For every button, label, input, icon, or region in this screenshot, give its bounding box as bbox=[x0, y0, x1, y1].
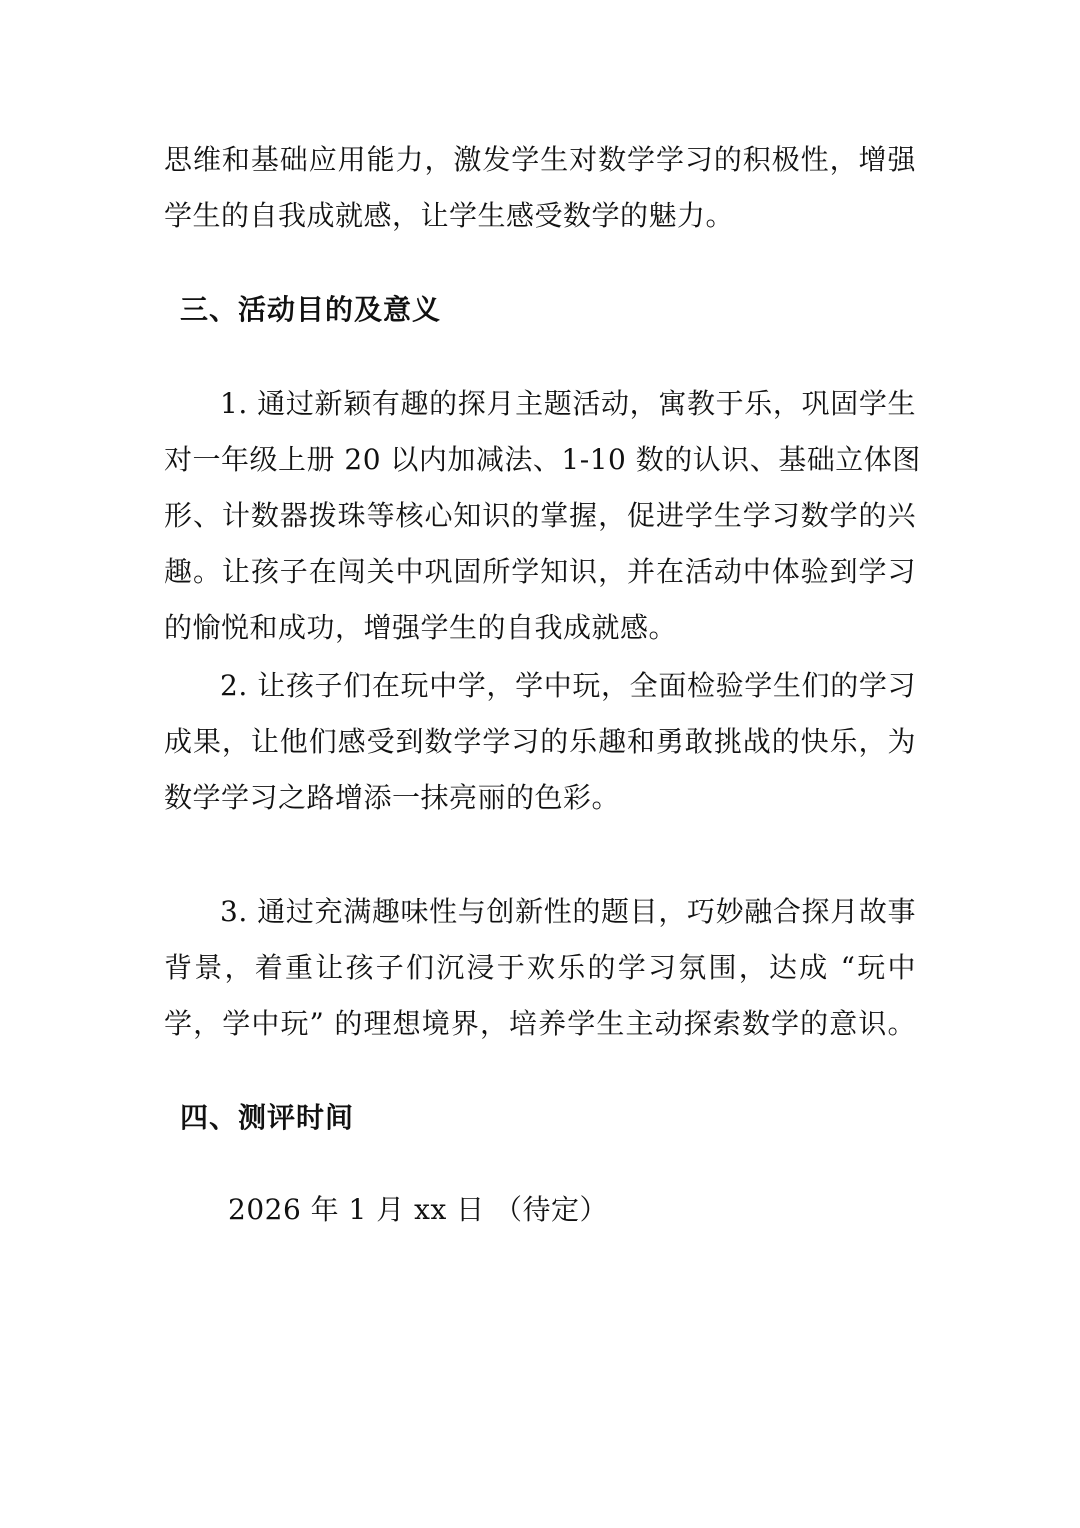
item2-line-3: 数学学习之路增添一抹亮丽的色彩。 bbox=[164, 781, 621, 814]
intro-line-2: 学生的自我成就感，让学生感受数学的魅力。 bbox=[164, 199, 735, 232]
item3-line-3: 学，学中玩” 的理想境界，培养学生主动探索数学的意识。 bbox=[164, 1007, 916, 1040]
item2-line-2: 成果，让他们感受到数学学习的乐趣和勇敢挑战的快乐，为 bbox=[164, 725, 916, 758]
item3-line-2: 背景，着重让孩子们沉浸于欢乐的学习氛围，达成 “玩中 bbox=[164, 951, 916, 984]
item1-line-4: 趣。让孩子在闯关中巩固所学知识，并在活动中体验到学习 bbox=[164, 555, 916, 588]
item1-line-3: 形、计数器拨珠等核心知识的掌握，促进学生学习数学的兴 bbox=[164, 499, 916, 532]
item1-line-5: 的愉悦和成功，增强学生的自我成就感。 bbox=[164, 611, 678, 644]
evaluation-date: 2026 年 1 月 xx 日 （待定） bbox=[228, 1193, 609, 1226]
intro-line-1: 思维和基础应用能力，激发学生对数学学习的积极性，增强 bbox=[164, 143, 916, 176]
item2-line-1: 2. 让孩子们在玩中学，学中玩，全面检验学生们的学习 bbox=[220, 669, 916, 702]
section-3-heading: 三、活动目的及意义 bbox=[180, 293, 442, 326]
item1-line-1: 1. 通过新颖有趣的探月主题活动，寓教于乐，巩固学生 bbox=[220, 387, 916, 420]
item1-line-2: 对一年级上册 20 以内加减法、1-10 数的认识、基础立体图 bbox=[164, 443, 921, 476]
section-4-heading: 四、测评时间 bbox=[180, 1101, 355, 1134]
item3-line-1: 3. 通过充满趣味性与创新性的题目，巧妙融合探月故事 bbox=[220, 895, 916, 928]
